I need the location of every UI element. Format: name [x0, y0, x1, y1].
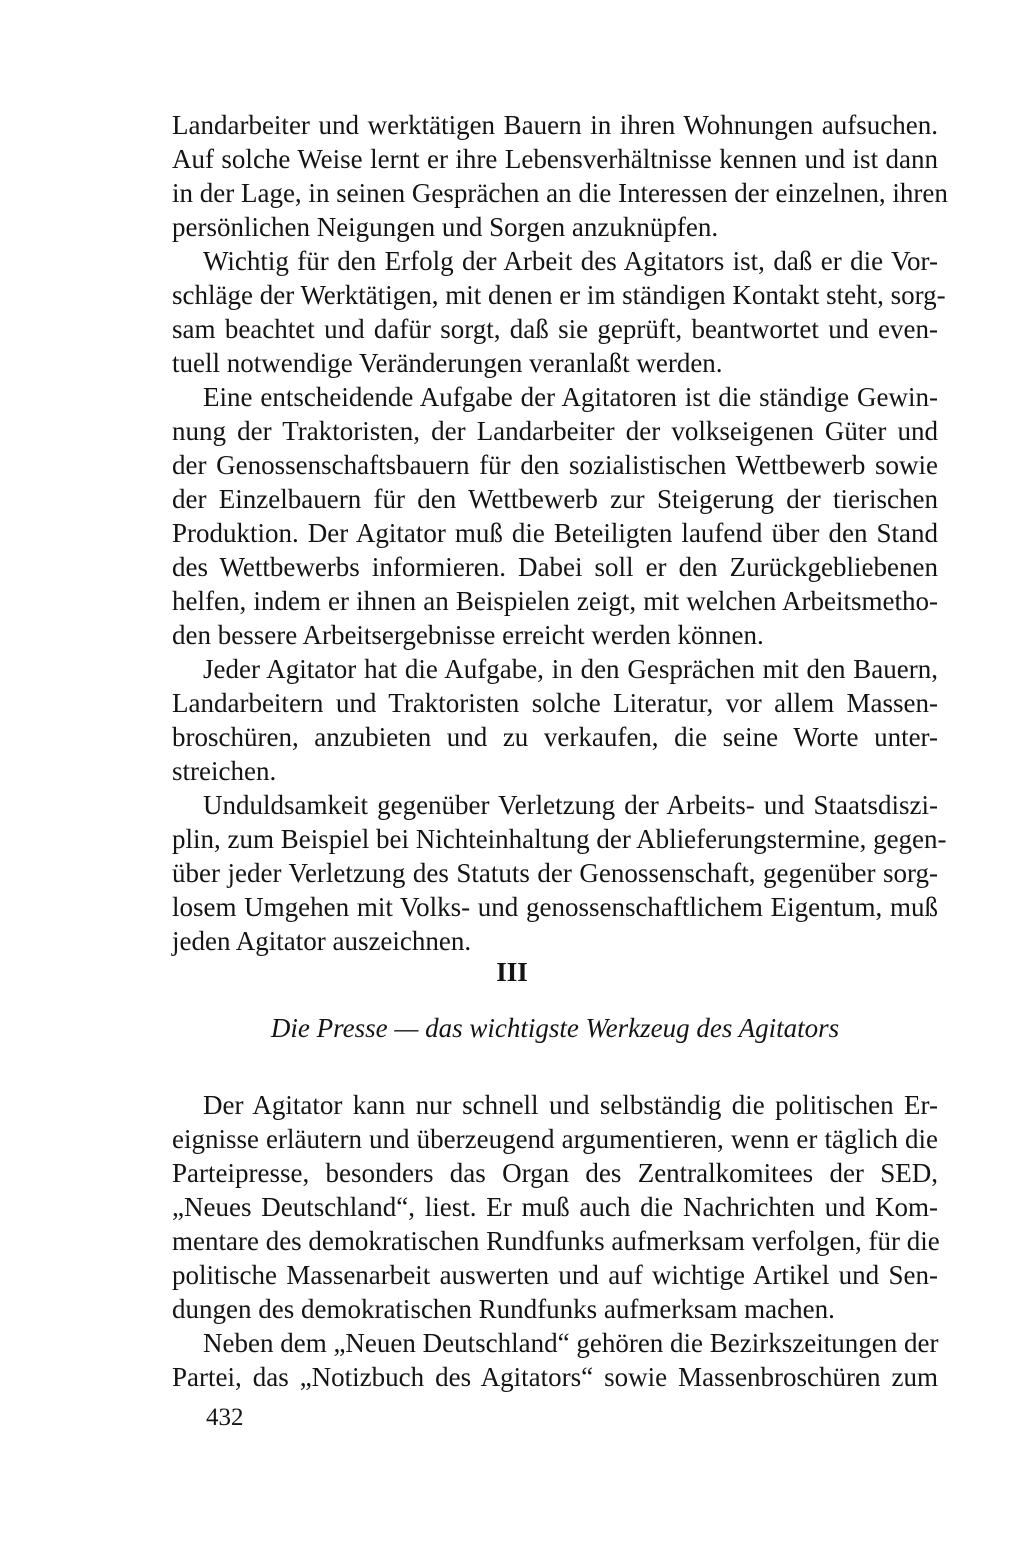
text-line: Auf solche Weise lernt er ihre Lebensverhältnisse kennen und ist dann	[172, 144, 938, 174]
text-line: Eine entscheidende Aufgabe der Agitatoren ist die ständige Gewin-	[203, 382, 938, 412]
section-title: Die Presse — das wichtigste Werkzeug des Agitators	[270, 1013, 840, 1043]
text-line: tuell notwendige Veränderungen veranlaßt werden.	[172, 348, 723, 378]
text-line: streichen.	[172, 756, 277, 786]
text-line: „Neues Deutschland“, liest. Er muß auch die Nachrichten und Kom-	[172, 1192, 938, 1222]
text-line: in der Lage, in seinen Gesprächen an die Interessen der einzelnen, ihren	[172, 178, 948, 208]
text-line: Parteipresse, besonders das Organ des Zentralkomitees der SED,	[172, 1158, 938, 1188]
text-line: den bessere Arbeitsergebnisse erreicht werden können.	[172, 620, 764, 650]
text-line: Landarbeitern und Traktoristen solche Literatur, vor allem Massen-	[172, 688, 938, 718]
text-line: Produktion. Der Agitator muß die Beteiligten laufend über den Stand	[172, 518, 938, 548]
text-line: eignisse erläutern und überzeugend argumentieren, wenn er täglich die	[172, 1124, 938, 1154]
text-line: sam beachtet und dafür sorgt, daß sie geprüft, beantwortet und even-	[172, 314, 938, 344]
text-line: dungen des demokratischen Rundfunks aufmerksam machen.	[172, 1294, 835, 1324]
text-line: über jeder Verletzung des Statuts der Genossenschaft, gegenüber sorg-	[172, 858, 938, 888]
text-line: mentare des demokratischen Rundfunks aufmerksam verfolgen, für die	[172, 1226, 940, 1256]
text-line: Neben dem „Neuen Deutschland“ gehören die Bezirkszeitungen der	[203, 1328, 939, 1358]
text-line: des Wettbewerbs informieren. Dabei soll er den Zurückgebliebenen	[172, 552, 938, 582]
text-line: Jeder Agitator hat die Aufgabe, in den Gesprächen mit den Bauern,	[203, 654, 938, 684]
text-line: schläge der Werktätigen, mit denen er im ständigen Kontakt steht, sorg-	[172, 280, 946, 310]
text-line: broschüren, anzubieten und zu verkaufen, die seine Worte unter-	[172, 722, 938, 752]
text-line: plin, zum Beispiel bei Nichteinhaltung der Ablieferungstermine, gegen-	[172, 824, 947, 854]
page-number: 432	[206, 1404, 244, 1431]
text-line: persönlichen Neigungen und Sorgen anzuknüpfen.	[172, 212, 719, 242]
text-line: helfen, indem er ihnen an Beispielen zeigt, mit welchen Arbeitsmetho-	[172, 586, 938, 616]
text-line: Der Agitator kann nur schnell und selbständig die politischen Er-	[203, 1090, 938, 1120]
text-line: Landarbeiter und werktätigen Bauern in ihren Wohnungen aufsuchen.	[172, 110, 938, 140]
text-line: politische Massenarbeit auswerten und auf wichtige Artikel und Sen-	[172, 1260, 938, 1290]
text-line: losem Umgehen mit Volks- und genossenschaftlichem Eigentum, muß	[172, 892, 938, 922]
text-line: der Genossenschaftsbauern für den sozialistischen Wettbewerb sowie	[172, 450, 938, 480]
section-number: III	[496, 957, 528, 987]
text-line: nung der Traktoristen, der Landarbeiter der volkseigenen Güter und	[172, 416, 938, 446]
text-line: Wichtig für den Erfolg der Arbeit des Agitators ist, daß er die Vor-	[203, 246, 938, 276]
text-line: jeden Agitator auszeichnen.	[172, 926, 472, 956]
text-line: Partei, das „Notizbuch des Agitators“ sowie Massenbroschüren zum	[172, 1362, 938, 1392]
text-line: Unduldsamkeit gegenüber Verletzung der Arbeits- und Staatsdiszi-	[203, 790, 938, 820]
text-line: der Einzelbauern für den Wettbewerb zur Steigerung der tierischen	[172, 484, 938, 514]
